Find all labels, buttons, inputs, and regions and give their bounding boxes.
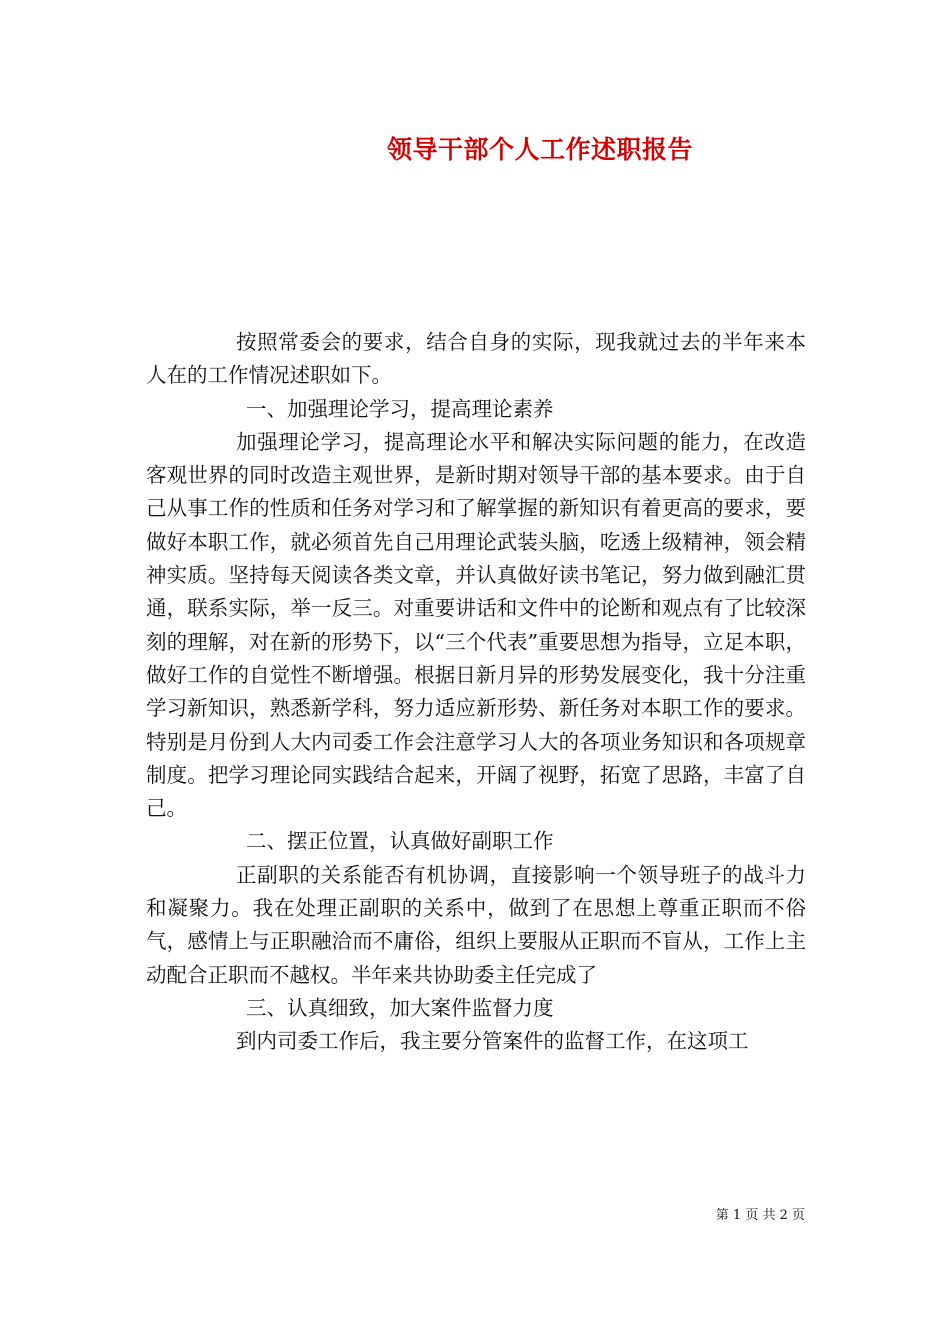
page-number: 第 1 页 共 2 页 (715, 1208, 805, 1223)
section-2-paragraph: 正副职的关系能否有机协调，直接影响一个领导班子的战斗力和凝聚力。我在处理正副职的关系中，做到了在思想上尊重正职而不俗气，感情上与正职融洽而不庸俗，组织上要服从正职而不盲从，工作上主动配合正职而不越权。半年来共协助委主任完成了 (146, 862, 806, 987)
section-3-paragraph: 到内司委工作后，我主要分管案件的监督工作，在这项工 (236, 1029, 749, 1054)
section-1-paragraph: 加强理论学习，提高理论水平和解决实际问题的能力，在改造客观世界的同时改造主观世界，是新时期对领导干部的基本要求。由于自己从事工作的性质和任务对学习和了解掌握的新知识有着更高的要求，要做好本职工作，就必须首先自己用理论武装头脑，吃透上级精神，领会精神实质。坚持每天阅读各类文章，并认真做好读书笔记，努力做到融汇贯通，联系实际，举一反三。对重要讲话和文件中的论断和观点有了比较深刻的理解，对在新的形势下，以“三个代表”重要思想为指导，立足本职，做好工作的自觉性不断增强。根据日新月异的形势发展变化，我十分注重学习新知识，熟悉新学科，努力适应新形势、新任务对本职工作的要求。特别是月份到人大内司委工作会注意学习人大的各项业务知识和各项规章制度。把学习理论同实践结合起来，开阔了视野，拓宽了思路，丰富了自己。 (146, 429, 806, 821)
section-2-heading: 二、摆正位置，认真做好副职工作 (246, 829, 554, 854)
intro-paragraph: 按照常委会的要求，结合自身的实际，现我就过去的半年来本人在的工作情况述职如下。 (146, 330, 806, 388)
document-title: 领导干部个人工作述职报告 (386, 135, 693, 164)
section-3-heading: 三、认真细致，加大案件监督力度 (246, 995, 554, 1020)
document-body (146, 326, 806, 1059)
section-1-heading: 一、加强理论学习，提高理论素养 (246, 396, 554, 421)
